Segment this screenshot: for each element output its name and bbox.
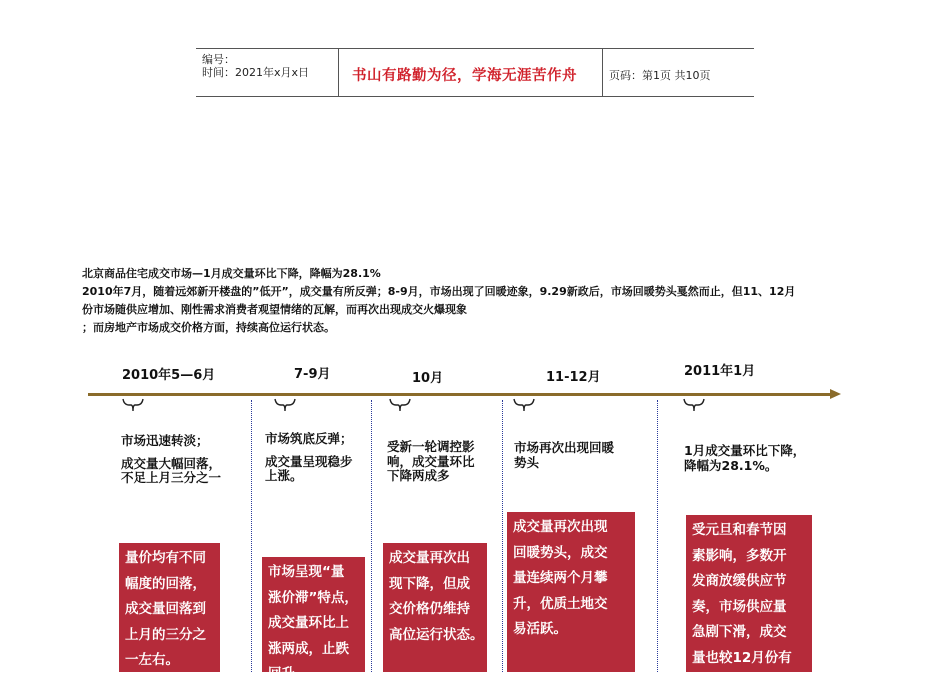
callout-line: 成交量再次出	[389, 550, 470, 566]
callout-line: 易活跃。	[513, 621, 567, 637]
callout-line: 量连续两个月攀	[513, 570, 608, 586]
desc-line: 1月成交量环比下降，	[684, 443, 806, 458]
desc-line: 市场迅速转淡；	[121, 433, 209, 448]
period-label-oct: 10月	[412, 371, 444, 386]
callout-box-oct	[383, 543, 487, 672]
callout-line: 高位运行状态。	[389, 626, 484, 643]
callout-line: 升，优质土地交	[513, 595, 608, 612]
intro-line-2: 2010年7月，随着远郊新开楼盘的”低开”，成交量有所反弹；8-9月，市场出现了回暖迹象，9.29新政后，市场回暖势头戛然而止，但11、12月	[82, 285, 796, 298]
callout-box-may-jun	[119, 543, 220, 672]
doc-number-label: 编号：	[202, 53, 235, 66]
callout-line: 受元旦和春节因	[692, 522, 787, 538]
brace-icon	[273, 396, 297, 416]
desc-line: 势头	[514, 454, 540, 470]
callout-line: 一左右。	[125, 652, 179, 668]
callout-line: 回升。	[268, 666, 309, 682]
callout-line: 交价格仍维持	[389, 601, 470, 617]
desc-line: 响，成交量环比	[387, 453, 475, 469]
brace-icon	[682, 396, 706, 416]
period-label-jul-sep: 7-9月	[294, 367, 331, 382]
callout-line: 成交量再次出现	[513, 519, 608, 535]
period-desc-nov-dec	[514, 441, 614, 470]
timeline-arrow-head	[830, 389, 841, 399]
callout-box-jan-2011	[686, 515, 812, 672]
timeline-separator-3	[502, 400, 503, 672]
desc-line: 市场筑底反弹；	[265, 431, 353, 446]
period-desc-jul-sep	[265, 432, 353, 484]
callout-line: 量价均有不同	[125, 550, 206, 566]
brace-icon	[512, 396, 536, 416]
callout-line: 上月的三分之	[125, 626, 206, 643]
callout-line: 素影响，多数开	[692, 547, 787, 564]
page-number-label: 页码：第1页 共10页	[609, 69, 711, 82]
brace-icon	[121, 396, 145, 416]
desc-line: 不足上月三分之一	[121, 470, 222, 485]
callout-line: 急剧下滑，成交	[692, 624, 787, 640]
callout-line: 发商放缓供应节	[692, 573, 787, 589]
intro-line-3: 份市场随供应增加、刚性需求消费者观望情绪的瓦解，而再次出现成交火爆现象	[82, 303, 467, 316]
desc-line: 受新一轮调控影	[387, 439, 475, 454]
callout-box-nov-dec	[507, 512, 635, 672]
header-motto: 书山有路勤为径，学海无涯苦作舟	[352, 67, 577, 84]
desc-line: 成交量大幅回落，	[121, 455, 222, 471]
period-label-nov-dec: 11-12月	[546, 370, 601, 385]
desc-line: 降幅为28.1%。	[684, 457, 778, 473]
callout-line: 成交量环比上	[268, 615, 349, 631]
callout-line: 成交量回落到	[125, 601, 206, 617]
header-bottom-rule	[196, 96, 754, 97]
period-desc-oct	[387, 440, 475, 484]
desc-line: 上涨。	[265, 468, 303, 483]
desc-line: 成交量呈现稳步	[265, 453, 353, 469]
callout-line: 市场呈现“量	[268, 564, 345, 580]
callout-line: 涨两成，止跌	[268, 640, 349, 657]
callout-box-jul-sep	[262, 557, 365, 682]
intro-headline: 北京商品住宅成交市场—1月成交量环比下降，降幅为28.1%	[82, 267, 381, 280]
period-label-may-jun: 2010年5—6月	[122, 368, 216, 383]
intro-line-4: ；而房地产市场成交价格方面，持续高位运行状态。	[82, 321, 335, 334]
period-desc-may-jun	[121, 434, 221, 486]
desc-line: 下降两成多	[387, 468, 450, 483]
header-divider-1	[338, 48, 339, 96]
doc-time-label: 时间：2021年x月x日	[202, 66, 310, 79]
desc-line: 市场再次出现回暖	[514, 440, 615, 455]
brace-icon	[388, 396, 412, 416]
header-top-rule	[196, 48, 754, 49]
callout-line: 回暖势头，成交	[513, 544, 608, 561]
timeline-separator-2	[371, 400, 372, 672]
timeline-separator-1	[251, 400, 252, 672]
period-label-jan-2011: 2011年1月	[684, 364, 756, 379]
callout-line: 现下降，但成	[389, 575, 470, 592]
period-desc-jan-2011	[684, 444, 805, 473]
callout-line: 量也较12月份有	[692, 649, 792, 666]
callout-line: 幅度的回落，	[125, 575, 206, 592]
callout-line: 涨价滞”特点，	[268, 589, 358, 606]
timeline-axis	[88, 393, 832, 396]
callout-line: 奏，市场供应量	[692, 598, 787, 615]
header-divider-2	[602, 48, 603, 96]
timeline-separator-4	[657, 400, 658, 672]
